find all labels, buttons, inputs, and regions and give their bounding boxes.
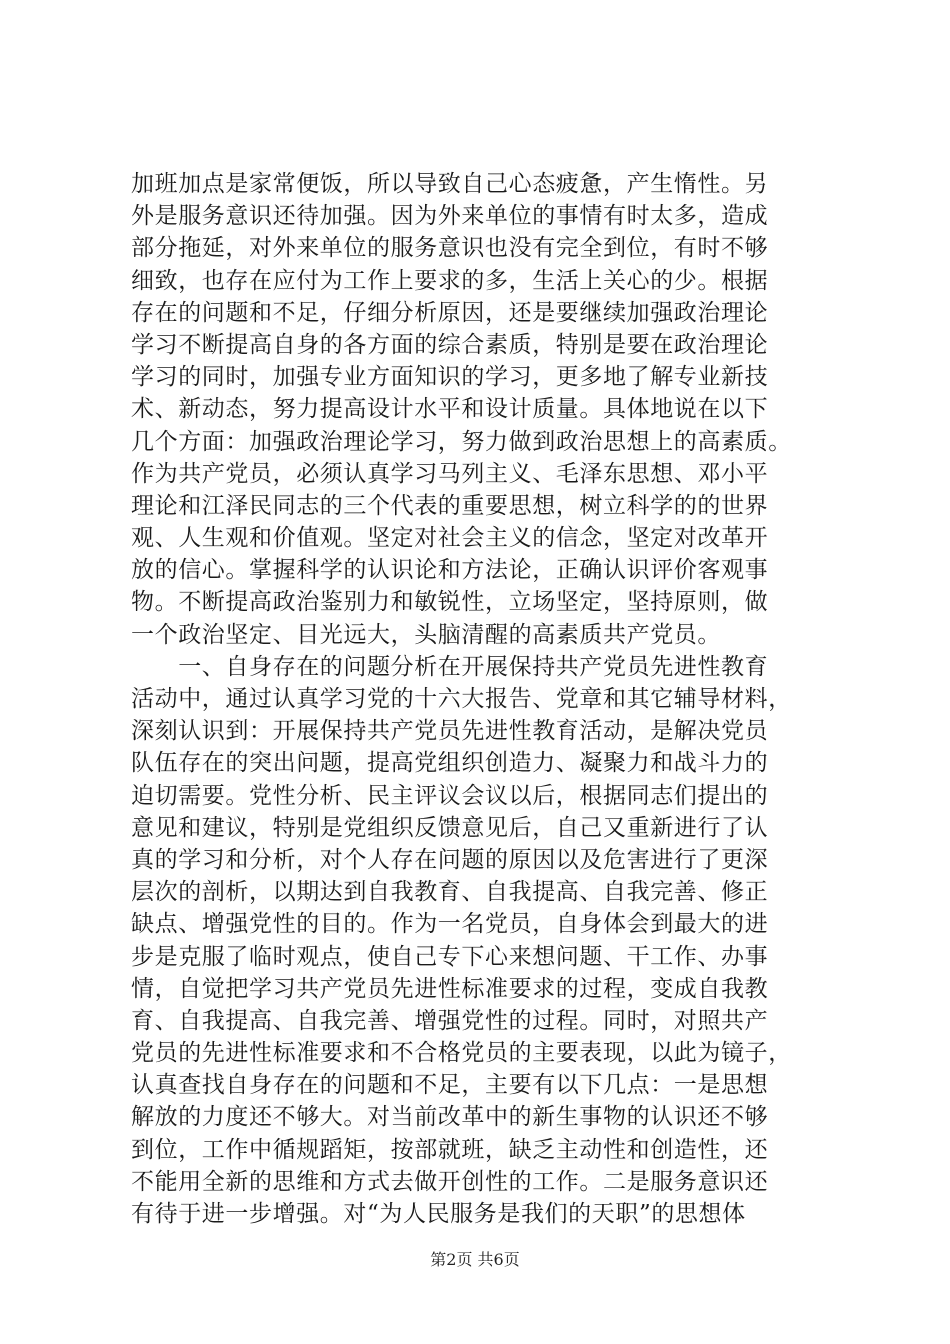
text-line: 不能用全新的思维和方式去做开创性的工作。二是服务意识还 [131, 1168, 769, 1195]
text-line: 队伍存在的突出问题，提高党组织创造力、凝聚力和战斗力的 [131, 750, 769, 777]
text-line: 解放的力度还不够大。对当前改革中的新生事物的认识还不够 [131, 1104, 769, 1131]
text-line: 育、自我提高、自我完善、增强党性的过程。同时，对照共产 [131, 1007, 769, 1034]
text-line: 到位，工作中循规蹈矩，按部就班，缺乏主动性和创造性，还 [131, 1136, 769, 1163]
text-line: 深刻认识到：开展保持共产党员先进性教育活动，是解决党员 [131, 718, 769, 745]
text-line: 观、人生观和价值观。坚定对社会主义的信念，坚定对改革开 [131, 525, 769, 552]
text-line: 意见和建议，特别是党组织反馈意见后，自己又重新进行了认 [131, 814, 769, 841]
text-line: 放的信心。掌握科学的认识论和方法论，正确认识评价客观事 [131, 557, 769, 584]
text-line: 存在的问题和不足，仔细分析原因，还是要继续加强政治理论 [131, 299, 769, 326]
text-line: 学习不断提高自身的各方面的综合素质，特别是要在政治理论 [131, 331, 769, 358]
text-line: 几个方面：加强政治理论学习，努力做到政治思想上的高素质。 [131, 428, 792, 455]
text-line: 缺点、增强党性的目的。作为一名党员，自身体会到最大的进 [131, 911, 769, 938]
text-line: 加班加点是家常便饭，所以导致自己心态疲惫，产生惰性。另 [131, 171, 769, 197]
text-line: 层次的剖析，以期达到自我教育、自我提高、自我完善、修正 [131, 879, 769, 906]
text-line: 真的学习和分析，对个人存在问题的原因以及危害进行了更深 [131, 846, 769, 873]
text-line: 理论和江泽民同志的三个代表的重要思想，树立科学的的世界 [131, 492, 769, 519]
text-line: 术、新动态，努力提高设计水平和设计质量。具体地说在以下 [131, 396, 769, 423]
text-line: 党员的先进性标准要求和不合格党员的主要表现，以此为镜子， [131, 1040, 792, 1067]
text-line: 细致，也存在应付为工作上要求的多，生活上关心的少。根据 [131, 267, 769, 294]
text-line: 步是克服了临时观点，使自己专下心来想问题、干工作、办事 [131, 943, 769, 970]
page-number-footer: 第2页 共6页 [430, 1250, 520, 1269]
text-line: 部分拖延，对外来单位的服务意识也没有完全到位，有时不够 [131, 235, 769, 262]
text-line: 物。不断提高政治鉴别力和敏锐性，立场坚定，坚持原则，做 [131, 589, 769, 616]
text-line: 一个政治坚定、目光远大，头脑清醒的高素质共产党员。 [131, 621, 721, 648]
text-line: 有待于进一步增强。对“为人民服务是我们的天职”的思想体 [131, 1201, 746, 1227]
text-line: 活动中，通过认真学习党的十六大报告、党章和其它辅导材料， [131, 686, 792, 712]
text-line: 一、自身存在的问题分析在开展保持共产党员先进性教育 [131, 653, 769, 680]
text-line: 外是服务意识还待加强。因为外来单位的事情有时太多，造成 [131, 203, 769, 230]
text-line: 作为共产党员，必须认真学习马列主义、毛泽东思想、邓小平 [131, 460, 769, 487]
text-line: 情，自觉把学习共产党员先进性标准要求的过程，变成自我教 [131, 975, 769, 1002]
text-line: 学习的同时，加强专业方面知识的学习，更多地了解专业新技 [131, 364, 769, 391]
text-line: 迫切需要。党性分析、民主评议会议以后，根据同志们提出的 [131, 782, 769, 809]
body-text [131, 168, 831, 1230]
text-line: 认真查找自身存在的问题和不足，主要有以下几点：一是思想 [131, 1072, 769, 1099]
